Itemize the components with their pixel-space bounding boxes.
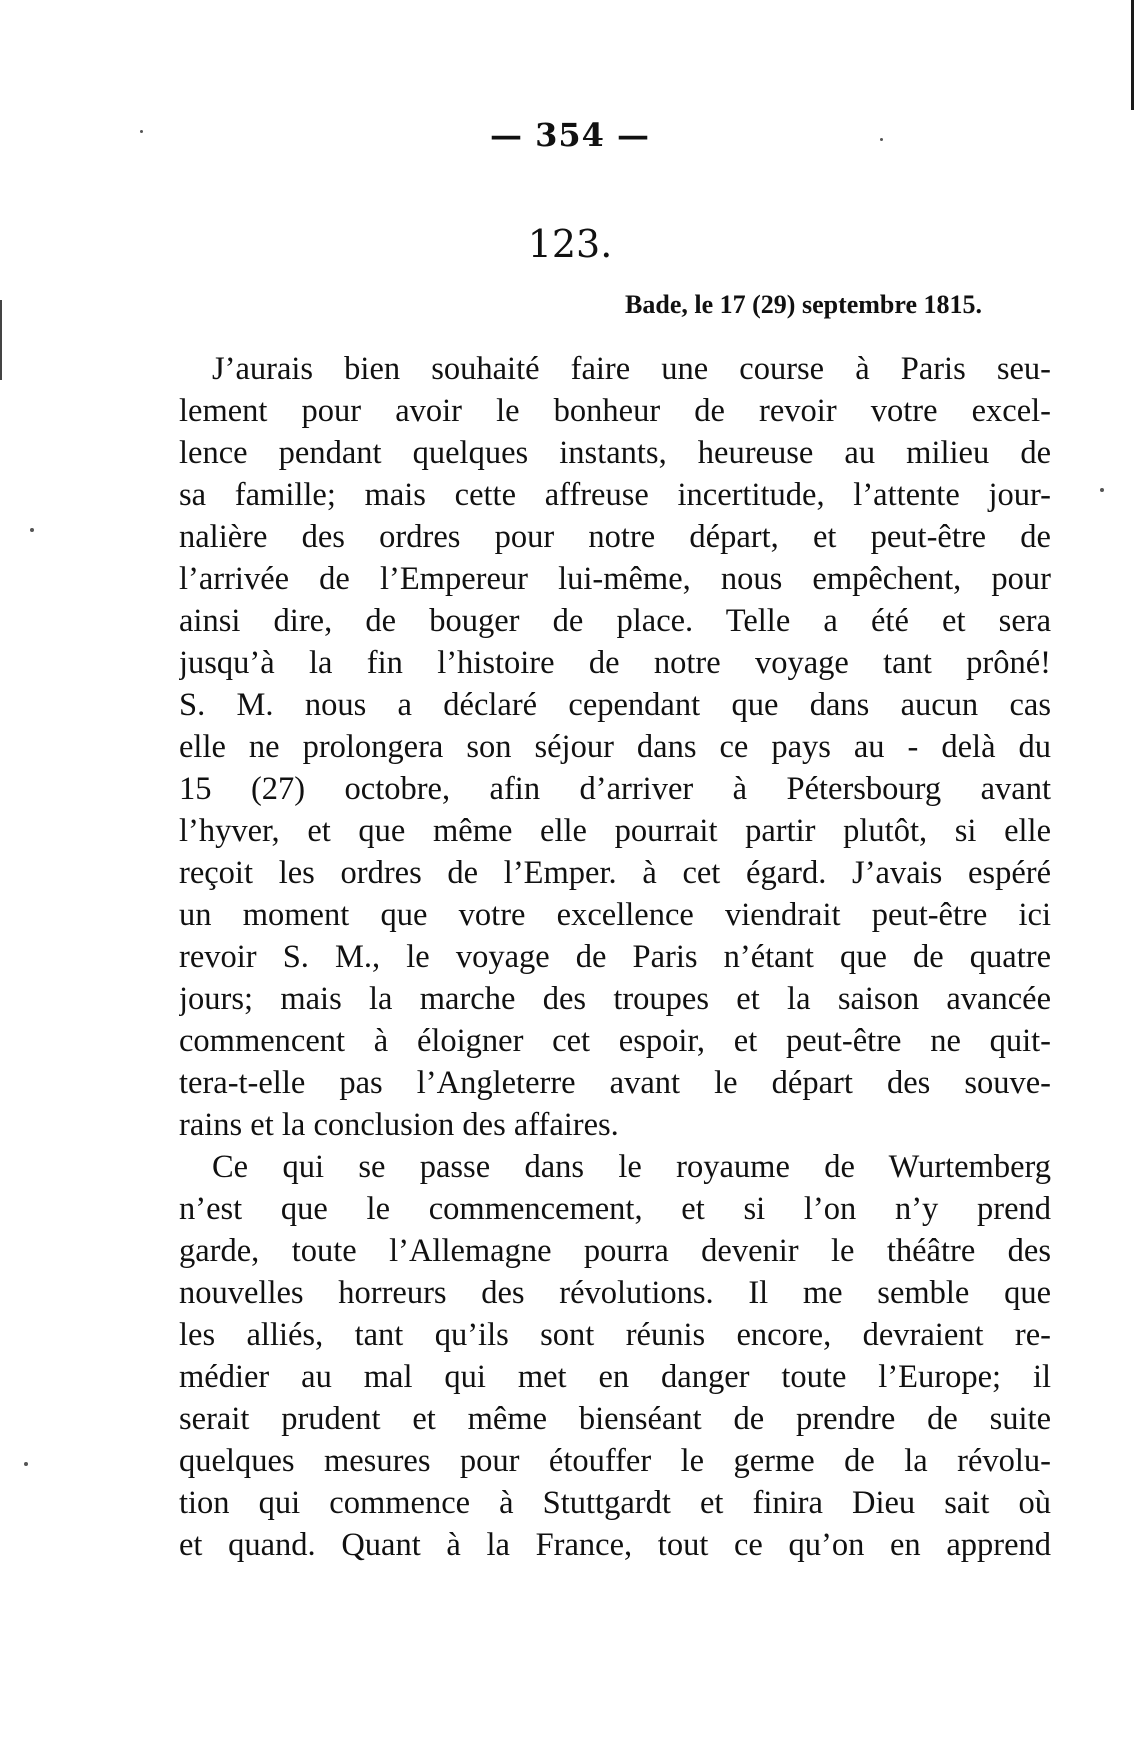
text-line: jusqu’à la fin l’histoire de notre voyage tant prôné! xyxy=(179,645,1051,681)
text-line: et quand. Quant à la France, tout ce qu’on en apprend xyxy=(179,1527,1051,1563)
text-line: reçoit les ordres de l’Emper. à cet égard. J’avais espéré xyxy=(179,855,1051,891)
text-line: revoir S. M., le voyage de Paris n’étant que de quatre xyxy=(179,939,1051,975)
text-line: médier au mal qui met en danger toute l’Europe; il xyxy=(179,1359,1051,1395)
text-line: lement pour avoir le bonheur de revoir votre excel- xyxy=(179,393,1051,429)
text-line: nouvelles horreurs des révolutions. Il me semble que xyxy=(179,1275,1051,1311)
scan-edge-mark xyxy=(1131,0,1134,110)
text-line: garde, toute l’Allemagne pourra devenir le théâtre des xyxy=(179,1233,1051,1269)
text-line: 15 (27) octobre, afin d’arriver à Pétersbourg avant xyxy=(179,771,1051,807)
letter-dateline: Bade, le 17 (29) septembre 1815. xyxy=(625,290,982,319)
text-line: tera-t-elle pas l’Angleterre avant le départ des souve- xyxy=(179,1065,1051,1101)
page-number: — 354 — xyxy=(489,116,651,154)
letter-body xyxy=(179,348,1051,1566)
text-line: un moment que votre excellence viendrait peut-être ici xyxy=(179,897,1051,933)
text-line: commencent à éloigner cet espoir, et peut-être ne quit- xyxy=(179,1023,1051,1059)
text-line: serait prudent et même bienséant de prendre de suite xyxy=(179,1401,1051,1437)
text-line: lence pendant quelques instants, heureuse au milieu de xyxy=(179,435,1051,471)
scan-speck xyxy=(30,528,34,532)
text-line: l’hyver, et que même elle pourrait partir plutôt, si elle xyxy=(179,813,1051,849)
text-line: l’arrivée de l’Empereur lui-même, nous empêchent, pour xyxy=(179,561,1051,597)
text-line: tion qui commence à Stuttgardt et finira Dieu sait où xyxy=(179,1485,1051,1521)
scan-edge-mark-left xyxy=(0,300,2,380)
paragraph xyxy=(179,1146,1051,1566)
text-line: elle ne prolongera son séjour dans ce pays au - delà du xyxy=(179,729,1051,765)
text-line: quelques mesures pour étouffer le germe de la révolu- xyxy=(179,1443,1051,1479)
text-line: Ce qui se passe dans le royaume de Wurtemberg xyxy=(212,1149,1051,1185)
text-line: sa famille; mais cette affreuse incertitude, l’attente jour- xyxy=(179,477,1051,513)
text-line: nalière des ordres pour notre départ, et peut-être de xyxy=(179,519,1051,555)
text-line: ainsi dire, de bouger de place. Telle a été et sera xyxy=(179,603,1051,639)
paragraph xyxy=(179,348,1051,1146)
text-line: jours; mais la marche des troupes et la saison avancée xyxy=(179,981,1051,1017)
text-line: J’aurais bien souhaité faire une course à Paris seu- xyxy=(212,351,1051,387)
letter-number: 123. xyxy=(527,222,613,266)
text-line: rains et la conclusion des affaires. xyxy=(179,1107,619,1143)
text-line: les alliés, tant qu’ils sont réunis encore, devraient re- xyxy=(179,1317,1051,1353)
scan-speck xyxy=(24,1462,28,1466)
text-line: S. M. nous a déclaré cependant que dans aucun cas xyxy=(179,687,1051,723)
scan-speck xyxy=(1100,488,1104,492)
text-line: n’est que le commencement, et si l’on n’y prend xyxy=(179,1191,1051,1227)
